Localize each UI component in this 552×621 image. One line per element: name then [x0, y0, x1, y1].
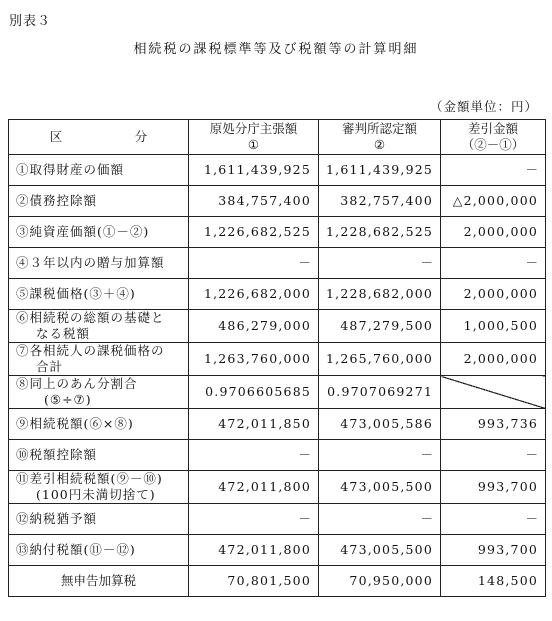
row-label-continuation: 合計 — [36, 359, 64, 374]
cell-original-claim: 70,801,500 — [189, 566, 319, 597]
cell-tribunal-amount: － — [319, 248, 441, 279]
cell-difference: △2,000,000 — [441, 186, 546, 217]
cell-original-claim: 0.9706605685 — [189, 376, 319, 409]
header-difference-formula: （②－①） — [461, 137, 525, 152]
header-kubun-label: 区 分 — [49, 129, 178, 144]
cell-difference: － — [441, 248, 546, 279]
cell-difference-not-applicable — [441, 376, 546, 409]
header-tribunal-amount — [319, 120, 441, 155]
table-row — [9, 279, 546, 310]
cell-original-claim: 486,279,000 — [189, 310, 319, 343]
cell-difference: － — [441, 504, 546, 535]
cell-original-claim: － — [189, 504, 319, 535]
cell-difference: 2,000,000 — [441, 217, 546, 248]
row-label — [9, 186, 189, 217]
table-row — [9, 409, 546, 440]
table-row — [9, 310, 546, 343]
row-label-text: ②債務控除額 — [16, 193, 98, 208]
row-label-text: ⑩税額控除額 — [16, 447, 98, 462]
table-row — [9, 376, 546, 409]
row-label — [9, 248, 189, 279]
header-difference — [441, 120, 546, 155]
cell-tribunal-amount: 473,005,586 — [319, 409, 441, 440]
table-row — [9, 186, 546, 217]
cell-tribunal-amount: 1,228,682,525 — [319, 217, 441, 248]
table-header-row — [9, 120, 546, 155]
header-tribunal-amount-label: 審判所認定額 — [341, 121, 417, 136]
cell-difference: 2,000,000 — [441, 279, 546, 310]
amount-unit-note: （金額単位：円） — [429, 99, 538, 114]
row-label — [9, 343, 189, 376]
cell-difference: 993,700 — [441, 535, 546, 566]
row-label — [9, 471, 189, 504]
row-label — [9, 535, 189, 566]
table-row — [9, 535, 546, 566]
cell-tribunal-amount: 70,950,000 — [319, 566, 441, 597]
cell-difference: － — [441, 155, 546, 186]
table-row — [9, 471, 546, 504]
cell-original-claim: 1,226,682,525 — [189, 217, 319, 248]
row-label-text: ⑪差引相続税額(⑨－⑩) — [16, 471, 163, 486]
cell-tribunal-amount: 1,228,682,000 — [319, 279, 441, 310]
row-label — [9, 310, 189, 343]
cell-tribunal-amount: 1,265,760,000 — [319, 343, 441, 376]
table-row — [9, 504, 546, 535]
row-label-text: ⑤課税価格(③＋④) — [16, 286, 136, 301]
cell-original-claim: 1,263,760,000 — [189, 343, 319, 376]
cell-difference: 148,500 — [441, 566, 546, 597]
row-label-text: ③純資産価額(①－②) — [16, 224, 150, 239]
header-difference-label: 差引金額 — [467, 121, 518, 136]
cell-original-claim: 1,226,682,000 — [189, 279, 319, 310]
table-row — [9, 248, 546, 279]
table-row — [9, 155, 546, 186]
cell-tribunal-amount: 0.9707069271 — [319, 376, 441, 409]
cell-tribunal-amount: － — [319, 504, 441, 535]
document-title: 相続税の課税標準等及び税額等の計算明細 — [133, 42, 419, 57]
cell-tribunal-amount: 1,611,439,925 — [319, 155, 441, 186]
table-row — [9, 343, 546, 376]
cell-tribunal-amount: 473,005,500 — [319, 535, 441, 566]
cell-tribunal-amount: － — [319, 440, 441, 471]
header-original-claim — [189, 120, 319, 155]
cell-difference: 2,000,000 — [441, 343, 546, 376]
row-label — [9, 279, 189, 310]
cell-difference: 1,000,500 — [441, 310, 546, 343]
cell-original-claim: 1,611,439,925 — [189, 155, 319, 186]
row-label-text: ⑥相続税の総額の基礎と — [16, 310, 165, 325]
document-label: 別表３ — [9, 14, 52, 29]
cell-original-claim: 472,011,800 — [189, 535, 319, 566]
cell-original-claim: － — [189, 248, 319, 279]
row-label-formula: (⑤÷⑦) — [44, 392, 92, 407]
row-label-continuation: なる税額 — [36, 326, 91, 341]
row-label — [9, 440, 189, 471]
header-original-claim-marker: ① — [247, 137, 260, 152]
header-tribunal-amount-marker: ② — [373, 137, 386, 152]
row-label-text: ⑫納税猶予額 — [16, 511, 98, 526]
row-label — [9, 155, 189, 186]
tax-calculation-table — [8, 119, 546, 597]
cell-original-claim: － — [189, 440, 319, 471]
row-label-text: ⑬納付税額(⑪－⑫) — [16, 542, 136, 557]
header-kubun — [9, 120, 189, 155]
row-label — [9, 504, 189, 535]
cell-tribunal-amount: 382,757,400 — [319, 186, 441, 217]
row-label-text: ⑧同上のあん分割合 — [16, 376, 138, 391]
row-label-text: ⑦各相続人の課税価格の — [16, 343, 165, 358]
cell-tribunal-amount: 487,279,500 — [319, 310, 441, 343]
cell-original-claim: 472,011,800 — [189, 471, 319, 504]
row-label-note: (100円未満切捨て) — [36, 487, 156, 502]
cell-tribunal-amount: 473,005,500 — [319, 471, 441, 504]
table-row — [9, 440, 546, 471]
row-label-text: 無申告加算税 — [60, 573, 136, 588]
cell-original-claim: 384,757,400 — [189, 186, 319, 217]
table-row — [9, 566, 546, 597]
row-label — [9, 409, 189, 440]
row-label — [9, 376, 189, 409]
cell-difference: 993,700 — [441, 471, 546, 504]
table-row — [9, 217, 546, 248]
cell-difference: － — [441, 440, 546, 471]
header-original-claim-label: 原処分庁主張額 — [209, 121, 298, 136]
cell-difference: 993,736 — [441, 409, 546, 440]
row-label — [9, 566, 189, 597]
row-label-text: ④３年以内の贈与加算額 — [16, 255, 165, 270]
row-label-text: ①取得財産の価額 — [16, 162, 125, 177]
row-label — [9, 217, 189, 248]
cell-original-claim: 472,011,850 — [189, 409, 319, 440]
row-label-text: ⑨相続税額(⑥×⑧) — [16, 416, 134, 431]
